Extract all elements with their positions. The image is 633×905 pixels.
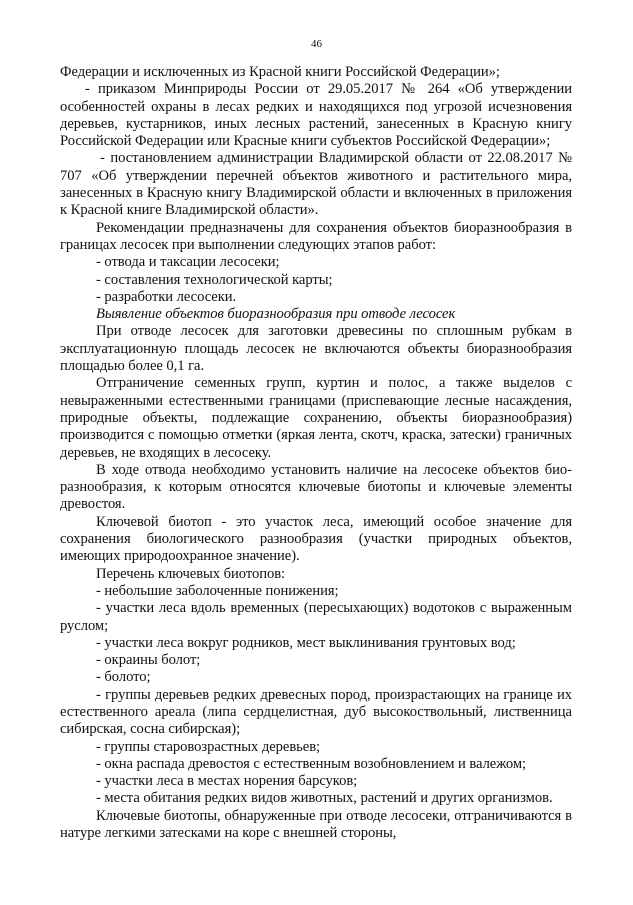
paragraph-delimitation: Отграничение семенных групп, куртин и полос, а также выделов с невыраженными естественными границами (приспевающие лесные насаждения, природные объекты, подлежащие сохранению, объекты биоразнообразия) производится с помощью отметки (яркая лента, скотч, краска, затески) граничных деревьев, не входящих в лесосеку. xyxy=(60,375,572,461)
paragraph-resolution-707: - постановлением администрации Владимирской области от 22.08.2017 № 707 «Об утверждении перечней объектов животного и растительного мира, занесенных в Красную книгу Владимирской области и включенных в приложения к Красной книге Владимирской области». xyxy=(60,150,572,219)
paragraph-key-biotope-definition: Ключевой биотоп - это участок леса, имеющий особое значение для сохранения биологического разнообразия (участки природных объектов, имеющих природоохранное значение). xyxy=(60,513,572,565)
list-item-biotope-1: - небольшие заболоченные понижения; xyxy=(96,582,339,599)
list-item-biotope-9: - участки леса в местах норения барсуков; xyxy=(96,773,358,790)
document-body xyxy=(60,64,572,842)
list-item-biotope-4: - окраины болот; xyxy=(96,652,201,669)
list-item-stage-2: - составления технологической карты; xyxy=(96,271,333,288)
list-item-biotope-8: - окна распада древостоя с естественным возобновлением и валежом; xyxy=(96,755,527,772)
section-heading: Выявление объектов биоразнообразия при отводе лесосек xyxy=(96,306,456,323)
paragraph-biotope-list-title: Перечень ключевых биотопов: xyxy=(96,565,286,582)
paragraph-biodiversity-objects: В ходе отвода необходимо установить наличие на лесосеке объектов био-разнообразия, к которым относятся ключевые биотопы и ключевые элементы древостоя. xyxy=(60,461,572,513)
list-item-biotope-5: - болото; xyxy=(96,669,151,686)
list-item-biotope-6: - группы деревьев редких древесных пород, произрастающих на границе их естественного ареала (липа сердцелистная, дуб высокоствольный, лиственница сибирская, сосна сибирская); xyxy=(60,686,572,738)
paragraph-biotope-marking: Ключевые биотопы, обнаруженные при отводе лесосеки, отграничиваются в натуре легкими затесками на коре с внешней стороны, xyxy=(60,807,572,842)
list-item-stage-3: - разработки лесосеки. xyxy=(96,288,237,305)
paragraph-clearcut: При отводе лесосек для заготовки древесины по сплошным рубкам в эксплуатационную площадь лесосек не включаются объекты биоразнообразия площадью более 0,1 га. xyxy=(60,323,572,375)
paragraph-order-264: - приказом Минприроды России от 29.05.2017 № 264 «Об утверждении особенностей охраны в лесах редких и находящихся под угрозой исчезновения деревьев, кустарников, иных лесных растений, занесенных в Красную книгу Российской Федерации или Красные книги субъектов Российской Федерации»; xyxy=(60,81,572,150)
paragraph-continuation: Федерации и исключенных из Красной книги Российской Федерации»; xyxy=(60,64,500,80)
list-item-biotope-2: - участки леса вдоль временных (пересыхающих) водотоков с выраженным руслом; xyxy=(60,600,572,634)
list-item-biotope-3: - участки леса вокруг родников, мест выклинивания грунтовых вод; xyxy=(96,634,516,651)
list-item-biotope-10: - места обитания редких видов животных, растений и других организмов. xyxy=(96,790,553,807)
list-item-biotope-7: - группы старовозрастных деревьев; xyxy=(96,738,321,755)
page-number: 46 xyxy=(311,38,322,50)
paragraph-recommendations: Рекомендации предназначены для сохранения объектов биоразнообразия в границах лесосек при выполнении следующих этапов работ: xyxy=(60,219,572,253)
list-item-stage-1: - отвода и таксации лесосеки; xyxy=(96,254,280,271)
